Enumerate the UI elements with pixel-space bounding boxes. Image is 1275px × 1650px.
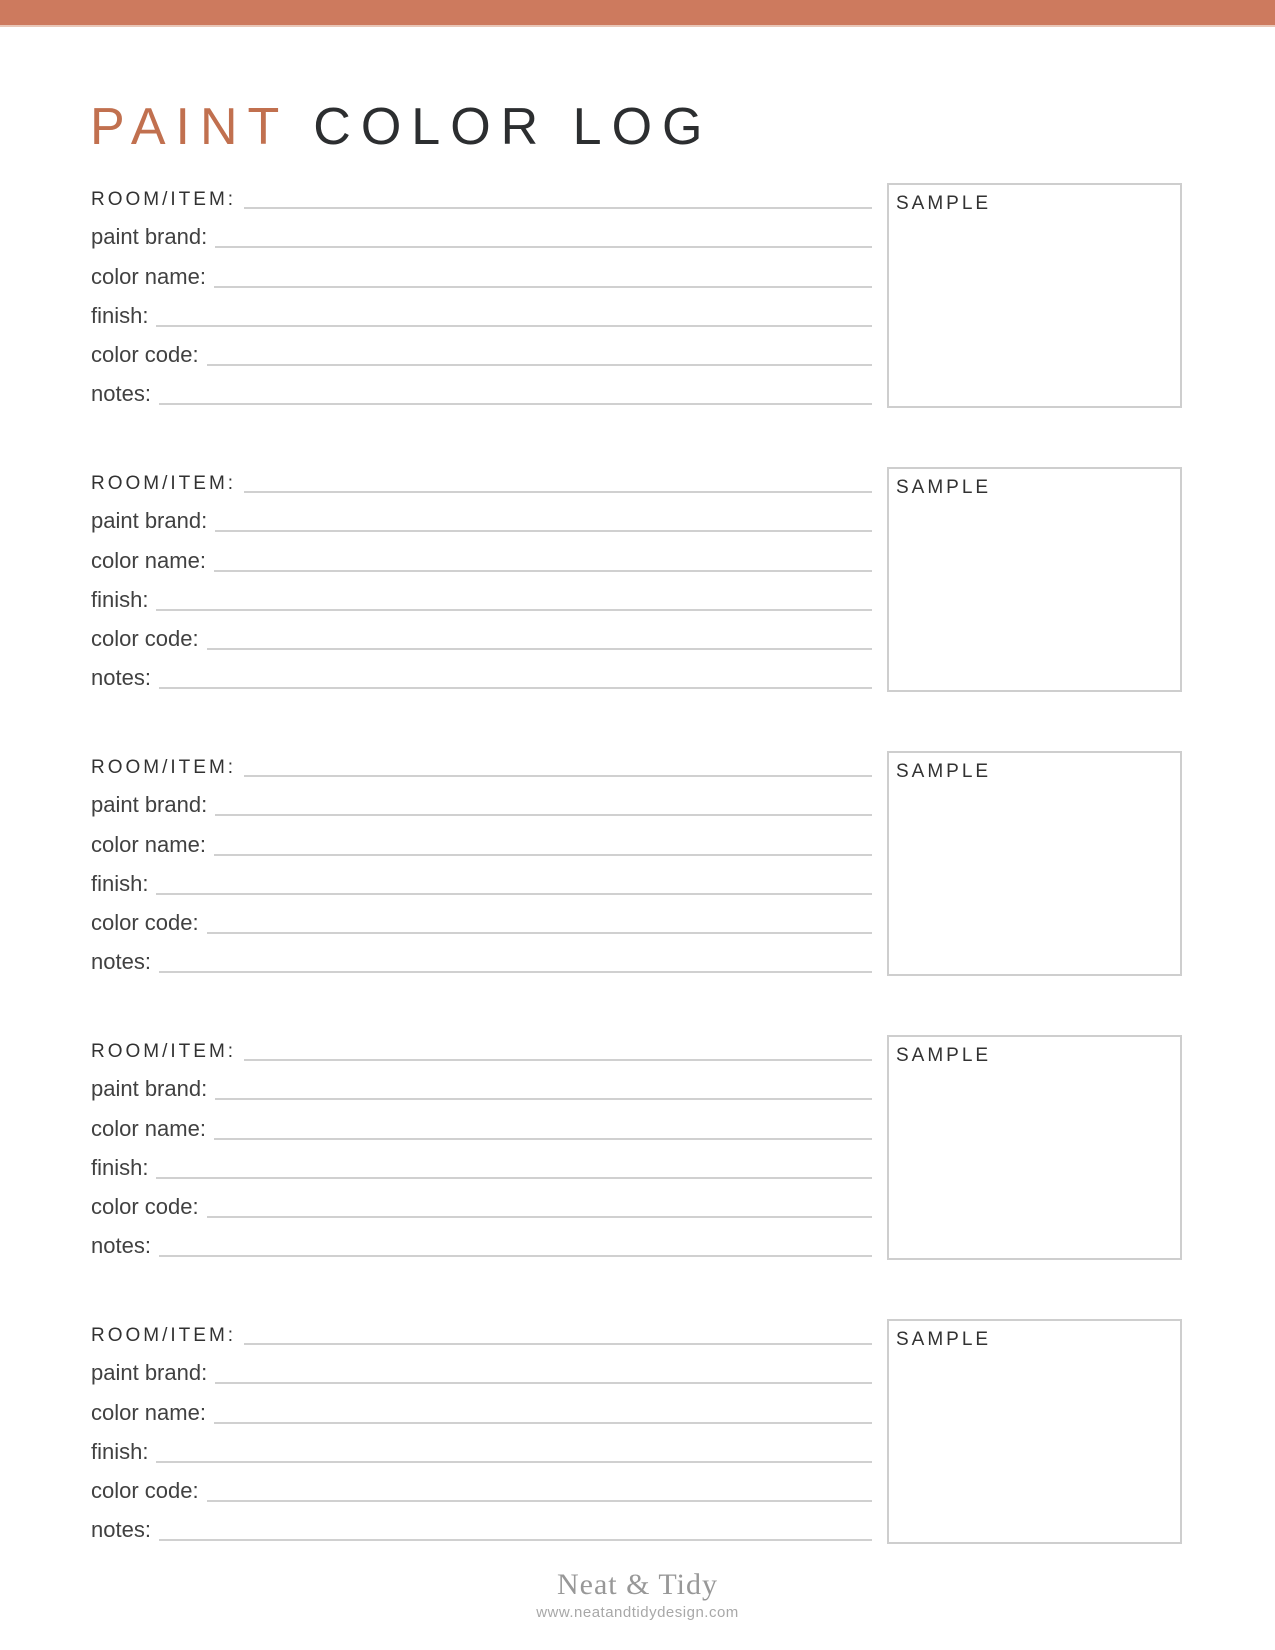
room-item-row xyxy=(91,454,872,493)
color-name-label: color name: xyxy=(91,1399,206,1425)
color-name-input[interactable] xyxy=(214,828,872,856)
sample-label: SAMPLE xyxy=(896,1329,992,1350)
notes-input[interactable] xyxy=(159,1513,872,1541)
page-title-accent: PAINT xyxy=(90,97,290,156)
color-code-label: color code: xyxy=(91,341,199,367)
color-code-row xyxy=(91,1463,872,1502)
room-item-label: ROOM/ITEM: xyxy=(91,473,237,495)
paint-entry xyxy=(91,1035,1182,1260)
room-item-label: ROOM/ITEM: xyxy=(91,757,237,779)
sample-label: SAMPLE xyxy=(896,761,992,782)
color-code-input[interactable] xyxy=(207,1474,872,1502)
finish-input[interactable] xyxy=(156,1151,872,1179)
entry-fields xyxy=(91,1306,872,1541)
color-name-input[interactable] xyxy=(214,544,872,572)
paint-entry xyxy=(91,467,1182,692)
color-name-row xyxy=(91,532,872,571)
sample-swatch-box[interactable] xyxy=(887,467,1182,692)
room-item-row xyxy=(91,1306,872,1345)
finish-label: finish: xyxy=(91,870,149,896)
brand-name: Neat & Tidy xyxy=(556,1568,719,1601)
page-title xyxy=(90,97,713,156)
finish-input[interactable] xyxy=(156,1435,872,1463)
sample-label: SAMPLE xyxy=(896,477,992,498)
finish-label: finish: xyxy=(91,586,149,612)
color-code-row xyxy=(91,327,872,366)
paint-brand-label: paint brand: xyxy=(91,792,208,818)
paint-brand-row xyxy=(91,1345,872,1384)
finish-input[interactable] xyxy=(156,583,872,611)
notes-label: notes: xyxy=(91,665,151,691)
notes-row xyxy=(91,934,872,973)
paint-brand-row xyxy=(91,209,872,248)
color-code-row xyxy=(91,1179,872,1218)
color-name-label: color name: xyxy=(91,831,206,857)
paint-brand-row xyxy=(91,777,872,816)
notes-input[interactable] xyxy=(159,377,872,405)
color-code-row xyxy=(91,895,872,934)
paint-brand-label: paint brand: xyxy=(91,1076,208,1102)
notes-input[interactable] xyxy=(159,1229,872,1257)
page-title-rest: COLOR LOG xyxy=(313,97,713,156)
finish-row xyxy=(91,856,872,895)
notes-row xyxy=(91,366,872,405)
finish-label: finish: xyxy=(91,1438,149,1464)
notes-label: notes: xyxy=(91,381,151,407)
paint-entry xyxy=(91,751,1182,976)
finish-row xyxy=(91,288,872,327)
room-item-input[interactable] xyxy=(244,749,872,777)
color-name-label: color name: xyxy=(91,547,206,573)
notes-row xyxy=(91,1502,872,1541)
finish-input[interactable] xyxy=(156,867,872,895)
room-item-input[interactable] xyxy=(244,181,872,209)
color-code-label: color code: xyxy=(91,1193,199,1219)
sample-swatch-box[interactable] xyxy=(887,183,1182,408)
entry-fields xyxy=(91,738,872,973)
color-name-row xyxy=(91,1100,872,1139)
color-code-input[interactable] xyxy=(207,906,872,934)
sample-label: SAMPLE xyxy=(896,1045,992,1066)
color-code-row xyxy=(91,611,872,650)
color-code-label: color code: xyxy=(91,625,199,651)
brand-website: www.neatandtidydesign.com xyxy=(536,1604,739,1621)
notes-label: notes: xyxy=(91,1517,151,1543)
accent-top-bar xyxy=(0,0,1275,27)
page-footer xyxy=(0,1568,1275,1621)
paint-brand-row xyxy=(91,1061,872,1100)
paint-brand-input[interactable] xyxy=(215,504,872,532)
sample-swatch-box[interactable] xyxy=(887,751,1182,976)
color-code-input[interactable] xyxy=(207,1190,872,1218)
room-item-label: ROOM/ITEM: xyxy=(91,1041,237,1063)
sample-label: SAMPLE xyxy=(896,193,992,214)
color-name-input[interactable] xyxy=(214,260,872,288)
finish-row xyxy=(91,1424,872,1463)
notes-input[interactable] xyxy=(159,945,872,973)
paint-brand-label: paint brand: xyxy=(91,508,208,534)
sample-swatch-box[interactable] xyxy=(887,1035,1182,1260)
color-name-label: color name: xyxy=(91,263,206,289)
color-name-row xyxy=(91,816,872,855)
finish-row xyxy=(91,1140,872,1179)
room-item-input[interactable] xyxy=(244,465,872,493)
room-item-row xyxy=(91,1022,872,1061)
finish-input[interactable] xyxy=(156,299,872,327)
entry-fields xyxy=(91,1022,872,1257)
color-name-row xyxy=(91,248,872,287)
color-name-input[interactable] xyxy=(214,1396,872,1424)
paint-brand-label: paint brand: xyxy=(91,1360,208,1386)
entry-fields xyxy=(91,454,872,689)
room-item-row xyxy=(91,170,872,209)
room-item-label: ROOM/ITEM: xyxy=(91,189,237,211)
color-code-input[interactable] xyxy=(207,338,872,366)
room-item-label: ROOM/ITEM: xyxy=(91,1325,237,1347)
color-code-label: color code: xyxy=(91,909,199,935)
paint-brand-input[interactable] xyxy=(215,788,872,816)
finish-label: finish: xyxy=(91,1154,149,1180)
paint-brand-input[interactable] xyxy=(215,1356,872,1384)
color-code-label: color code: xyxy=(91,1477,199,1503)
sample-swatch-box[interactable] xyxy=(887,1319,1182,1544)
notes-input[interactable] xyxy=(159,661,872,689)
finish-label: finish: xyxy=(91,302,149,328)
color-name-row xyxy=(91,1384,872,1423)
room-item-input[interactable] xyxy=(244,1317,872,1345)
room-item-input[interactable] xyxy=(244,1033,872,1061)
paint-brand-row xyxy=(91,493,872,532)
notes-label: notes: xyxy=(91,1233,151,1259)
entry-fields xyxy=(91,170,872,405)
notes-label: notes: xyxy=(91,949,151,975)
color-code-input[interactable] xyxy=(207,622,872,650)
notes-row xyxy=(91,1218,872,1257)
paint-entry xyxy=(91,183,1182,408)
color-name-input[interactable] xyxy=(214,1112,872,1140)
paint-brand-label: paint brand: xyxy=(91,224,208,250)
room-item-row xyxy=(91,738,872,777)
paint-entry xyxy=(91,1319,1182,1544)
color-name-label: color name: xyxy=(91,1115,206,1141)
finish-row xyxy=(91,572,872,611)
notes-row xyxy=(91,650,872,689)
paint-brand-input[interactable] xyxy=(215,220,872,248)
paint-brand-input[interactable] xyxy=(215,1072,872,1100)
